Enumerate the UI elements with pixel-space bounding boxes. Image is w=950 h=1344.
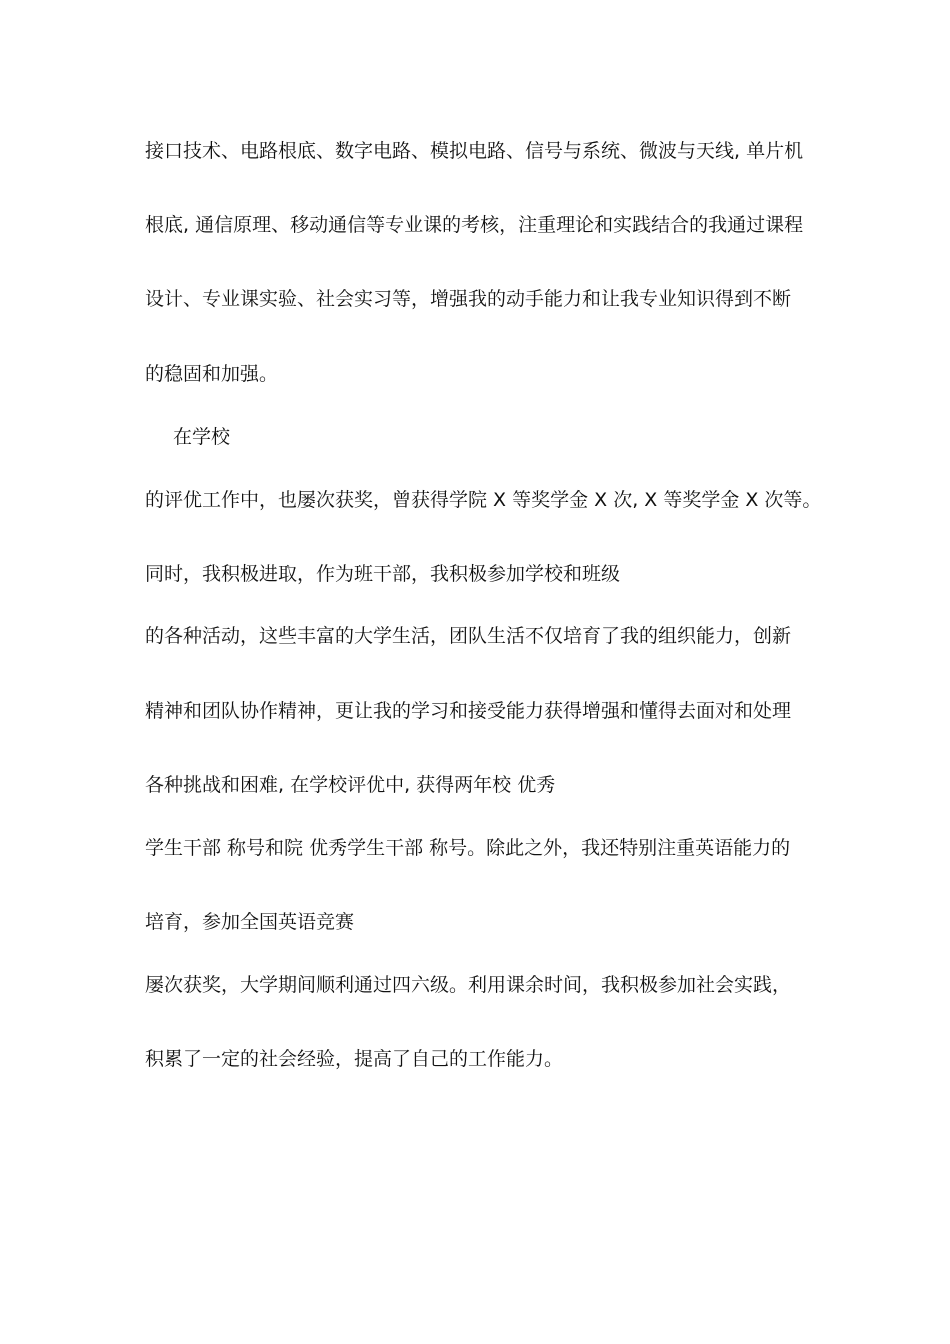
paragraph-line-5: 在学校 bbox=[173, 426, 231, 448]
paragraph-line-9: 精神和团队协作精神，更让我的学习和接受能力获得增强和懂得去面对和处理 bbox=[145, 700, 792, 722]
paragraph-line-1: 接口技术、电路根底、数字电路、模拟电路、信号与系统、微波与天线, 单片机 bbox=[145, 140, 804, 162]
paragraph-line-13: 屡次获奖，大学期间顺利通过四六级。利用课余时间，我积极参加社会实践， bbox=[145, 974, 792, 996]
paragraph-line-6: 的评优工作中，也屡次获奖，曾获得学院 X 等奖学金 X 次, X 等奖学金 X 次等。 bbox=[145, 489, 822, 511]
paragraph-line-12: 培育，参加全国英语竞赛 bbox=[145, 911, 355, 933]
paragraph-line-4: 的稳固和加强。 bbox=[145, 363, 279, 385]
paragraph-line-8: 的各种活动，这些丰富的大学生活，团队生活不仅培育了我的组织能力，创新 bbox=[145, 625, 792, 647]
paragraph-line-2: 根底, 通信原理、移动通信等专业课的考核，注重理论和实践结合的我通过课程 bbox=[145, 214, 804, 236]
paragraph-line-3: 设计、专业课实验、社会实习等，增强我的动手能力和让我专业知识得到不断 bbox=[145, 288, 792, 310]
paragraph-line-11: 学生干部 称号和院 优秀学生干部 称号。除此之外，我还特别注重英语能力的 bbox=[145, 837, 791, 859]
paragraph-line-10: 各种挑战和困难, 在学校评优中, 获得两年校 优秀 bbox=[145, 774, 556, 796]
paragraph-line-14: 积累了一定的社会经验，提高了自己的工作能力。 bbox=[145, 1048, 564, 1070]
paragraph-line-7: 同时，我积极进取，作为班干部，我积极参加学校和班级 bbox=[145, 563, 621, 585]
